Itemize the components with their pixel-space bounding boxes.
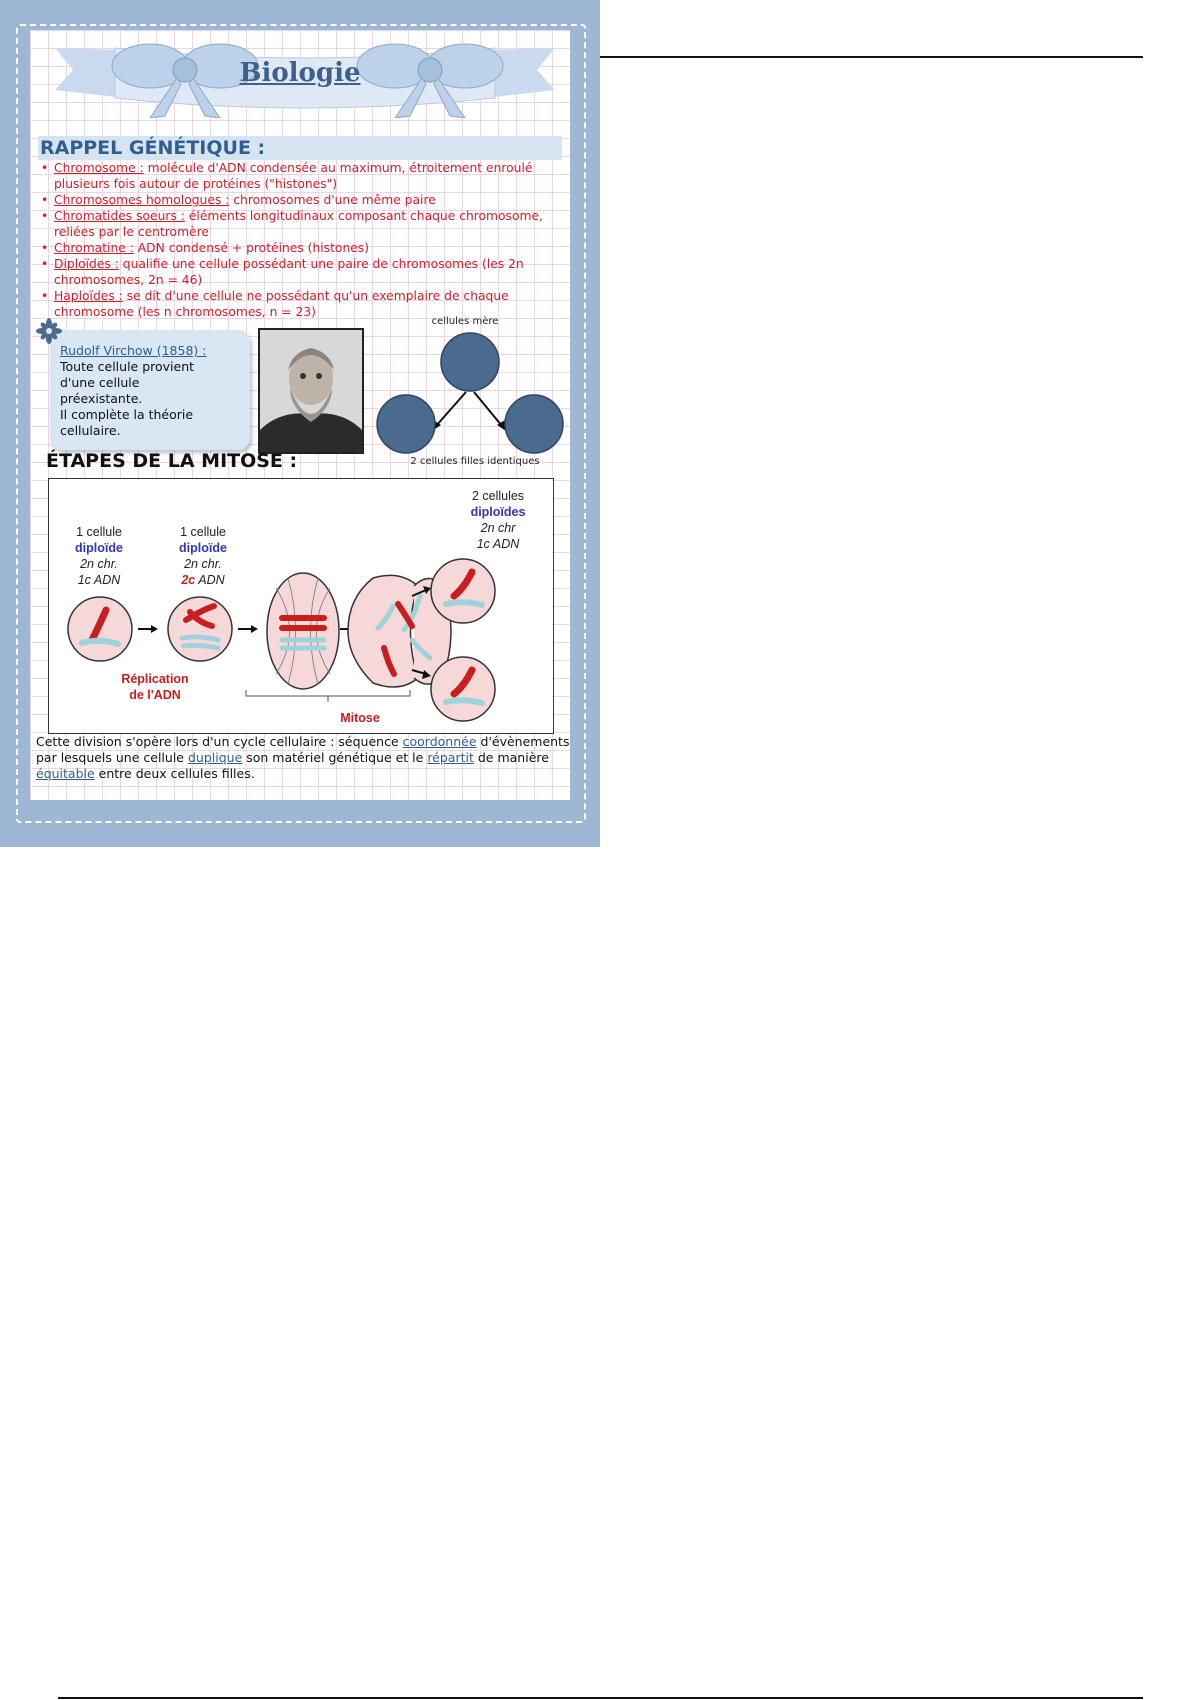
stage-line: 1 cellule (180, 525, 226, 539)
list-item (38, 208, 568, 240)
cell-division-diagram (370, 310, 575, 455)
cells-mother-label: cellules mère (431, 316, 499, 327)
virchow-portrait (258, 328, 364, 454)
stage-line: diploïdes (470, 505, 526, 519)
definition: qualifie une cellule possédant une paire de chromosomes (les 2n chromosomes, 2n = 46) (54, 257, 524, 287)
virchow-line: préexistante. (60, 391, 143, 406)
virchow-text (60, 359, 230, 439)
definition: se dit d'une cellule ne possédant qu'un exemplaire de chaque chromosome (les n chromosomes, n = 23) (54, 289, 509, 319)
stage-line: diploïde (179, 541, 227, 555)
virchow-heading: Rudolf Virchow (1858) : (60, 343, 207, 358)
keyword: répartit (427, 750, 474, 765)
stage-line: diploïde (75, 541, 123, 555)
stage-line: 1c ADN (77, 573, 121, 587)
stage1-label (62, 524, 136, 588)
stage3-label (460, 488, 536, 552)
list-item (38, 240, 568, 256)
text-run: son matériel génétique et le (242, 750, 428, 765)
stage-line: 1 cellule (76, 525, 122, 539)
replication-line: de l'ADN (129, 688, 181, 702)
keyword: duplique (187, 750, 243, 765)
stage-line: 2 cellules (471, 489, 525, 503)
virchow-line: Toute cellule provient (60, 359, 195, 374)
mitose-label: Mitose (340, 711, 380, 725)
mitose-heading: ÉTAPES DE LA MITOSE : (46, 450, 298, 472)
cycle-description (36, 734, 570, 782)
daughter-cell-right (505, 395, 563, 453)
keyword: coordonnée (402, 734, 477, 749)
list-item (38, 160, 568, 192)
virchow-line: d'une cellule (60, 375, 140, 390)
page-title: Biologie (239, 58, 361, 88)
daughter-cell-top (431, 559, 495, 623)
stage-line: 2n chr. (80, 557, 118, 571)
stage-line: 2n chr. (184, 557, 222, 571)
text-run: d'évènements par lesquels une cellule (36, 734, 570, 765)
definition: chromosomes d'une même paire (229, 193, 436, 207)
replication-line: Réplication (121, 672, 189, 686)
mother-cell (441, 333, 499, 391)
flower-icon (36, 318, 62, 344)
daughter-cell-bottom (431, 657, 495, 721)
list-item (38, 256, 568, 288)
definition: ADN condensé + protéines (histones) (133, 241, 370, 255)
term: Chromosome : (54, 161, 144, 175)
stage-line: 2n chr (480, 521, 516, 535)
list-item (38, 192, 568, 208)
stage-line-rest: ADN (195, 573, 225, 587)
biology-card (0, 0, 600, 847)
definition: molécule d'ADN condensée au maximum, étroitement enroulé plusieurs fois autour de protéines ("histones") (54, 161, 533, 191)
cell-stage-3 (267, 573, 339, 689)
bottom-rule (58, 1697, 1143, 1699)
definitions-list (38, 160, 568, 320)
text-run: entre deux cellules filles. (94, 766, 255, 781)
cells-daughters-label: 2 cellules filles identiques (410, 456, 540, 467)
term: Chromatine : (54, 241, 134, 255)
term: Chromosomes homologues : (54, 193, 230, 207)
text-run: de manière (473, 750, 549, 765)
term: Haploïdes : (54, 289, 123, 303)
stage-line-highlight: 2c (181, 573, 196, 587)
virchow-line: Il complète la théorie (60, 407, 194, 422)
term: Chromatides soeurs : (54, 209, 185, 223)
daughter-cell-left (377, 395, 435, 453)
stage-line (166, 572, 240, 588)
cell-stage-1 (68, 597, 132, 661)
top-rule (600, 56, 1143, 58)
text-run: Cette division s'opère lors d'un cycle cellulaire : séquence (36, 734, 403, 749)
term: Diploïdes : (54, 257, 119, 271)
cell-stage-2 (168, 597, 232, 661)
replication-label (100, 671, 210, 703)
stage-line: 1c ADN (476, 537, 520, 551)
stage2-label (166, 524, 240, 588)
virchow-line: cellulaire. (60, 423, 121, 438)
definition: éléments longitudinaux composant chaque chromosome, reliées par le centromère (54, 209, 543, 239)
keyword: équitable (36, 766, 95, 781)
rappel-heading: RAPPEL GÉNÉTIQUE : (38, 136, 562, 160)
